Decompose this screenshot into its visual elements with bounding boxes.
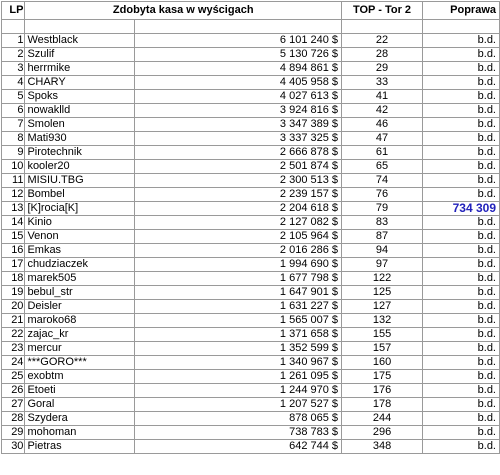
cell-name: Deisler [25, 300, 135, 314]
table-row [2, 188, 500, 202]
table-row [2, 34, 500, 48]
cell-name: herrmike [25, 62, 135, 76]
table-row [2, 230, 500, 244]
table-row [2, 398, 500, 412]
cell-top: 83 [342, 216, 423, 230]
cell-name: Westblack [25, 34, 135, 48]
table-row [2, 90, 500, 104]
cell-top: 122 [342, 272, 423, 286]
cell-top: 33 [342, 76, 423, 90]
cell-lp: 10 [2, 160, 25, 174]
cell-top: 76 [342, 188, 423, 202]
table-row [2, 216, 500, 230]
cell-improvement: b.d. [423, 76, 500, 90]
cell-lp: 8 [2, 132, 25, 146]
header-top: TOP - Tor 2 [342, 2, 423, 20]
cell-cash: 2 239 157 $ [135, 188, 342, 202]
cell-top: 176 [342, 384, 423, 398]
cell-lp: 28 [2, 412, 25, 426]
header-lp: LP [2, 2, 25, 20]
header-improvement: Poprawa [423, 2, 500, 20]
cell-top: 28 [342, 48, 423, 62]
cell-lp: 6 [2, 104, 25, 118]
cell-lp: 29 [2, 426, 25, 440]
cell-top: 155 [342, 328, 423, 342]
cell-lp: 5 [2, 90, 25, 104]
cell-top: 244 [342, 412, 423, 426]
table-row [2, 286, 500, 300]
table-row [2, 440, 500, 454]
cell-top: 127 [342, 300, 423, 314]
cell-lp: 9 [2, 146, 25, 160]
cell-cash: 642 744 $ [135, 440, 342, 454]
cell-lp: 16 [2, 244, 25, 258]
cell-name: Pirotechnik [25, 146, 135, 160]
cell-name: Venon [25, 230, 135, 244]
cell-cash: 4 027 613 $ [135, 90, 342, 104]
cell-cash: 2 105 964 $ [135, 230, 342, 244]
cell-cash: 1 207 527 $ [135, 398, 342, 412]
table-body [2, 20, 500, 454]
cell-cash: 5 130 726 $ [135, 48, 342, 62]
cell-cash: 3 347 389 $ [135, 118, 342, 132]
cell-lp: 19 [2, 286, 25, 300]
cell-name: Goral [25, 398, 135, 412]
cell-name: Mati930 [25, 132, 135, 146]
cell-name: zajac_kr [25, 328, 135, 342]
cell-cash: 3 337 325 $ [135, 132, 342, 146]
cell-improvement: b.d. [423, 188, 500, 202]
header-cash: Zdobyta kasa w wyścigach [25, 2, 342, 20]
cell-improvement: b.d. [423, 342, 500, 356]
cell-improvement: b.d. [423, 384, 500, 398]
cell-name: Smolen [25, 118, 135, 132]
table-row [2, 62, 500, 76]
cell-name: chudziaczek [25, 258, 135, 272]
cell-improvement: b.d. [423, 160, 500, 174]
cell-improvement: b.d. [423, 216, 500, 230]
cell-improvement: 734 309 [423, 202, 500, 216]
cell-improvement: b.d. [423, 62, 500, 76]
cell-top: 22 [342, 34, 423, 48]
cell-cash: 2 501 874 $ [135, 160, 342, 174]
cell-improvement: b.d. [423, 146, 500, 160]
table-row [2, 384, 500, 398]
cell-improvement: b.d. [423, 48, 500, 62]
cell-name: mohoman [25, 426, 135, 440]
cell-lp: 2 [2, 48, 25, 62]
cell-name: mercur [25, 342, 135, 356]
cell-top: 79 [342, 202, 423, 216]
cell-cash: 1 565 007 $ [135, 314, 342, 328]
cell-improvement: b.d. [423, 90, 500, 104]
cell-lp: 3 [2, 62, 25, 76]
cell-lp: 18 [2, 272, 25, 286]
table-row [2, 118, 500, 132]
table-row [2, 104, 500, 118]
cell-top: 348 [342, 440, 423, 454]
cell-top: 61 [342, 146, 423, 160]
table-row [2, 76, 500, 90]
cell-top: 87 [342, 230, 423, 244]
cell-lp: 13 [2, 202, 25, 216]
header-row [2, 2, 500, 20]
table-row [2, 342, 500, 356]
cell-cash: 1 677 798 $ [135, 272, 342, 286]
cell-improvement: b.d. [423, 370, 500, 384]
cell-improvement: b.d. [423, 230, 500, 244]
cell-improvement: b.d. [423, 314, 500, 328]
cell-name: Szulif [25, 48, 135, 62]
cell-cash: 1 647 901 $ [135, 286, 342, 300]
table-row [2, 48, 500, 62]
cell-top: 94 [342, 244, 423, 258]
cell-improvement: b.d. [423, 398, 500, 412]
cell-name: Etoeti [25, 384, 135, 398]
cell-improvement: b.d. [423, 300, 500, 314]
cell-cash: 1 631 227 $ [135, 300, 342, 314]
table-row [2, 328, 500, 342]
cell-top: 160 [342, 356, 423, 370]
table-row [2, 132, 500, 146]
cell-cash: 2 204 618 $ [135, 202, 342, 216]
cell-lp: 26 [2, 384, 25, 398]
cell-top: 65 [342, 160, 423, 174]
table-row [2, 244, 500, 258]
table-row [2, 426, 500, 440]
cell-improvement: b.d. [423, 258, 500, 272]
cell-name: Kinio [25, 216, 135, 230]
cell-lp: 4 [2, 76, 25, 90]
cell-lp: 24 [2, 356, 25, 370]
cell-lp: 14 [2, 216, 25, 230]
table-row [2, 300, 500, 314]
cell-lp: 17 [2, 258, 25, 272]
cell-improvement: b.d. [423, 440, 500, 454]
cell-lp: 12 [2, 188, 25, 202]
cell-top: 178 [342, 398, 423, 412]
cell-improvement: b.d. [423, 286, 500, 300]
cell-lp: 21 [2, 314, 25, 328]
cell-name: Szydera [25, 412, 135, 426]
cell-cash: 1 994 690 $ [135, 258, 342, 272]
table-row [2, 174, 500, 188]
cell-top: 47 [342, 132, 423, 146]
cell-improvement: b.d. [423, 244, 500, 258]
cell-cash: 738 783 $ [135, 426, 342, 440]
cell-top: 42 [342, 104, 423, 118]
cell-lp: 20 [2, 300, 25, 314]
cell-top: 97 [342, 258, 423, 272]
cell-cash: 1 371 658 $ [135, 328, 342, 342]
cell-lp: 25 [2, 370, 25, 384]
cell-lp: 22 [2, 328, 25, 342]
cell-name: Bombel [25, 188, 135, 202]
cell-name: kooler20 [25, 160, 135, 174]
cell-improvement: b.d. [423, 426, 500, 440]
cell-top: 296 [342, 426, 423, 440]
cell-lp: 1 [2, 34, 25, 48]
cell-name: marek505 [25, 272, 135, 286]
cell-improvement: b.d. [423, 104, 500, 118]
cell-cash: 3 924 816 $ [135, 104, 342, 118]
table-row [2, 258, 500, 272]
cell-improvement: b.d. [423, 328, 500, 342]
cell-lp: 7 [2, 118, 25, 132]
cell-cash: 878 065 $ [135, 412, 342, 426]
ranking-table [1, 1, 500, 454]
cell-cash: 2 666 878 $ [135, 146, 342, 160]
cell-name: ***GORO*** [25, 356, 135, 370]
cell-improvement: b.d. [423, 132, 500, 146]
cell-top: 46 [342, 118, 423, 132]
cell-name: [K]rocia[K] [25, 202, 135, 216]
cell-name: bebul_str [25, 286, 135, 300]
cell-name: CHARY [25, 76, 135, 90]
cell-name: nowaklld [25, 104, 135, 118]
table-row [2, 412, 500, 426]
cell-name: MISIU.TBG [25, 174, 135, 188]
table-row [2, 356, 500, 370]
cell-top: 132 [342, 314, 423, 328]
cell-cash: 4 405 958 $ [135, 76, 342, 90]
cell-improvement: b.d. [423, 356, 500, 370]
cell-name: exobtm [25, 370, 135, 384]
cell-top: 157 [342, 342, 423, 356]
cell-lp: 15 [2, 230, 25, 244]
table-row [2, 314, 500, 328]
cell-improvement: b.d. [423, 272, 500, 286]
cell-improvement: b.d. [423, 118, 500, 132]
cell-top: 29 [342, 62, 423, 76]
cell-cash: 4 894 861 $ [135, 62, 342, 76]
blank-row [2, 20, 500, 34]
cell-cash: 6 101 240 $ [135, 34, 342, 48]
table-row [2, 370, 500, 384]
cell-top: 74 [342, 174, 423, 188]
table-row [2, 146, 500, 160]
table-row [2, 160, 500, 174]
cell-top: 125 [342, 286, 423, 300]
table-row [2, 272, 500, 286]
cell-cash: 1 261 095 $ [135, 370, 342, 384]
cell-name: Spoks [25, 90, 135, 104]
cell-cash: 1 340 967 $ [135, 356, 342, 370]
cell-cash: 2 300 513 $ [135, 174, 342, 188]
cell-improvement: b.d. [423, 34, 500, 48]
cell-lp: 27 [2, 398, 25, 412]
cell-name: maroko68 [25, 314, 135, 328]
cell-cash: 1 244 970 $ [135, 384, 342, 398]
cell-name: Emkas [25, 244, 135, 258]
cell-improvement: b.d. [423, 174, 500, 188]
cell-lp: 11 [2, 174, 25, 188]
cell-lp: 23 [2, 342, 25, 356]
cell-top: 41 [342, 90, 423, 104]
cell-improvement: b.d. [423, 412, 500, 426]
cell-cash: 2 127 082 $ [135, 216, 342, 230]
table-row [2, 202, 500, 216]
cell-lp: 30 [2, 440, 25, 454]
cell-cash: 1 352 599 $ [135, 342, 342, 356]
cell-top: 175 [342, 370, 423, 384]
cell-cash: 2 016 286 $ [135, 244, 342, 258]
cell-name: Pietras [25, 440, 135, 454]
